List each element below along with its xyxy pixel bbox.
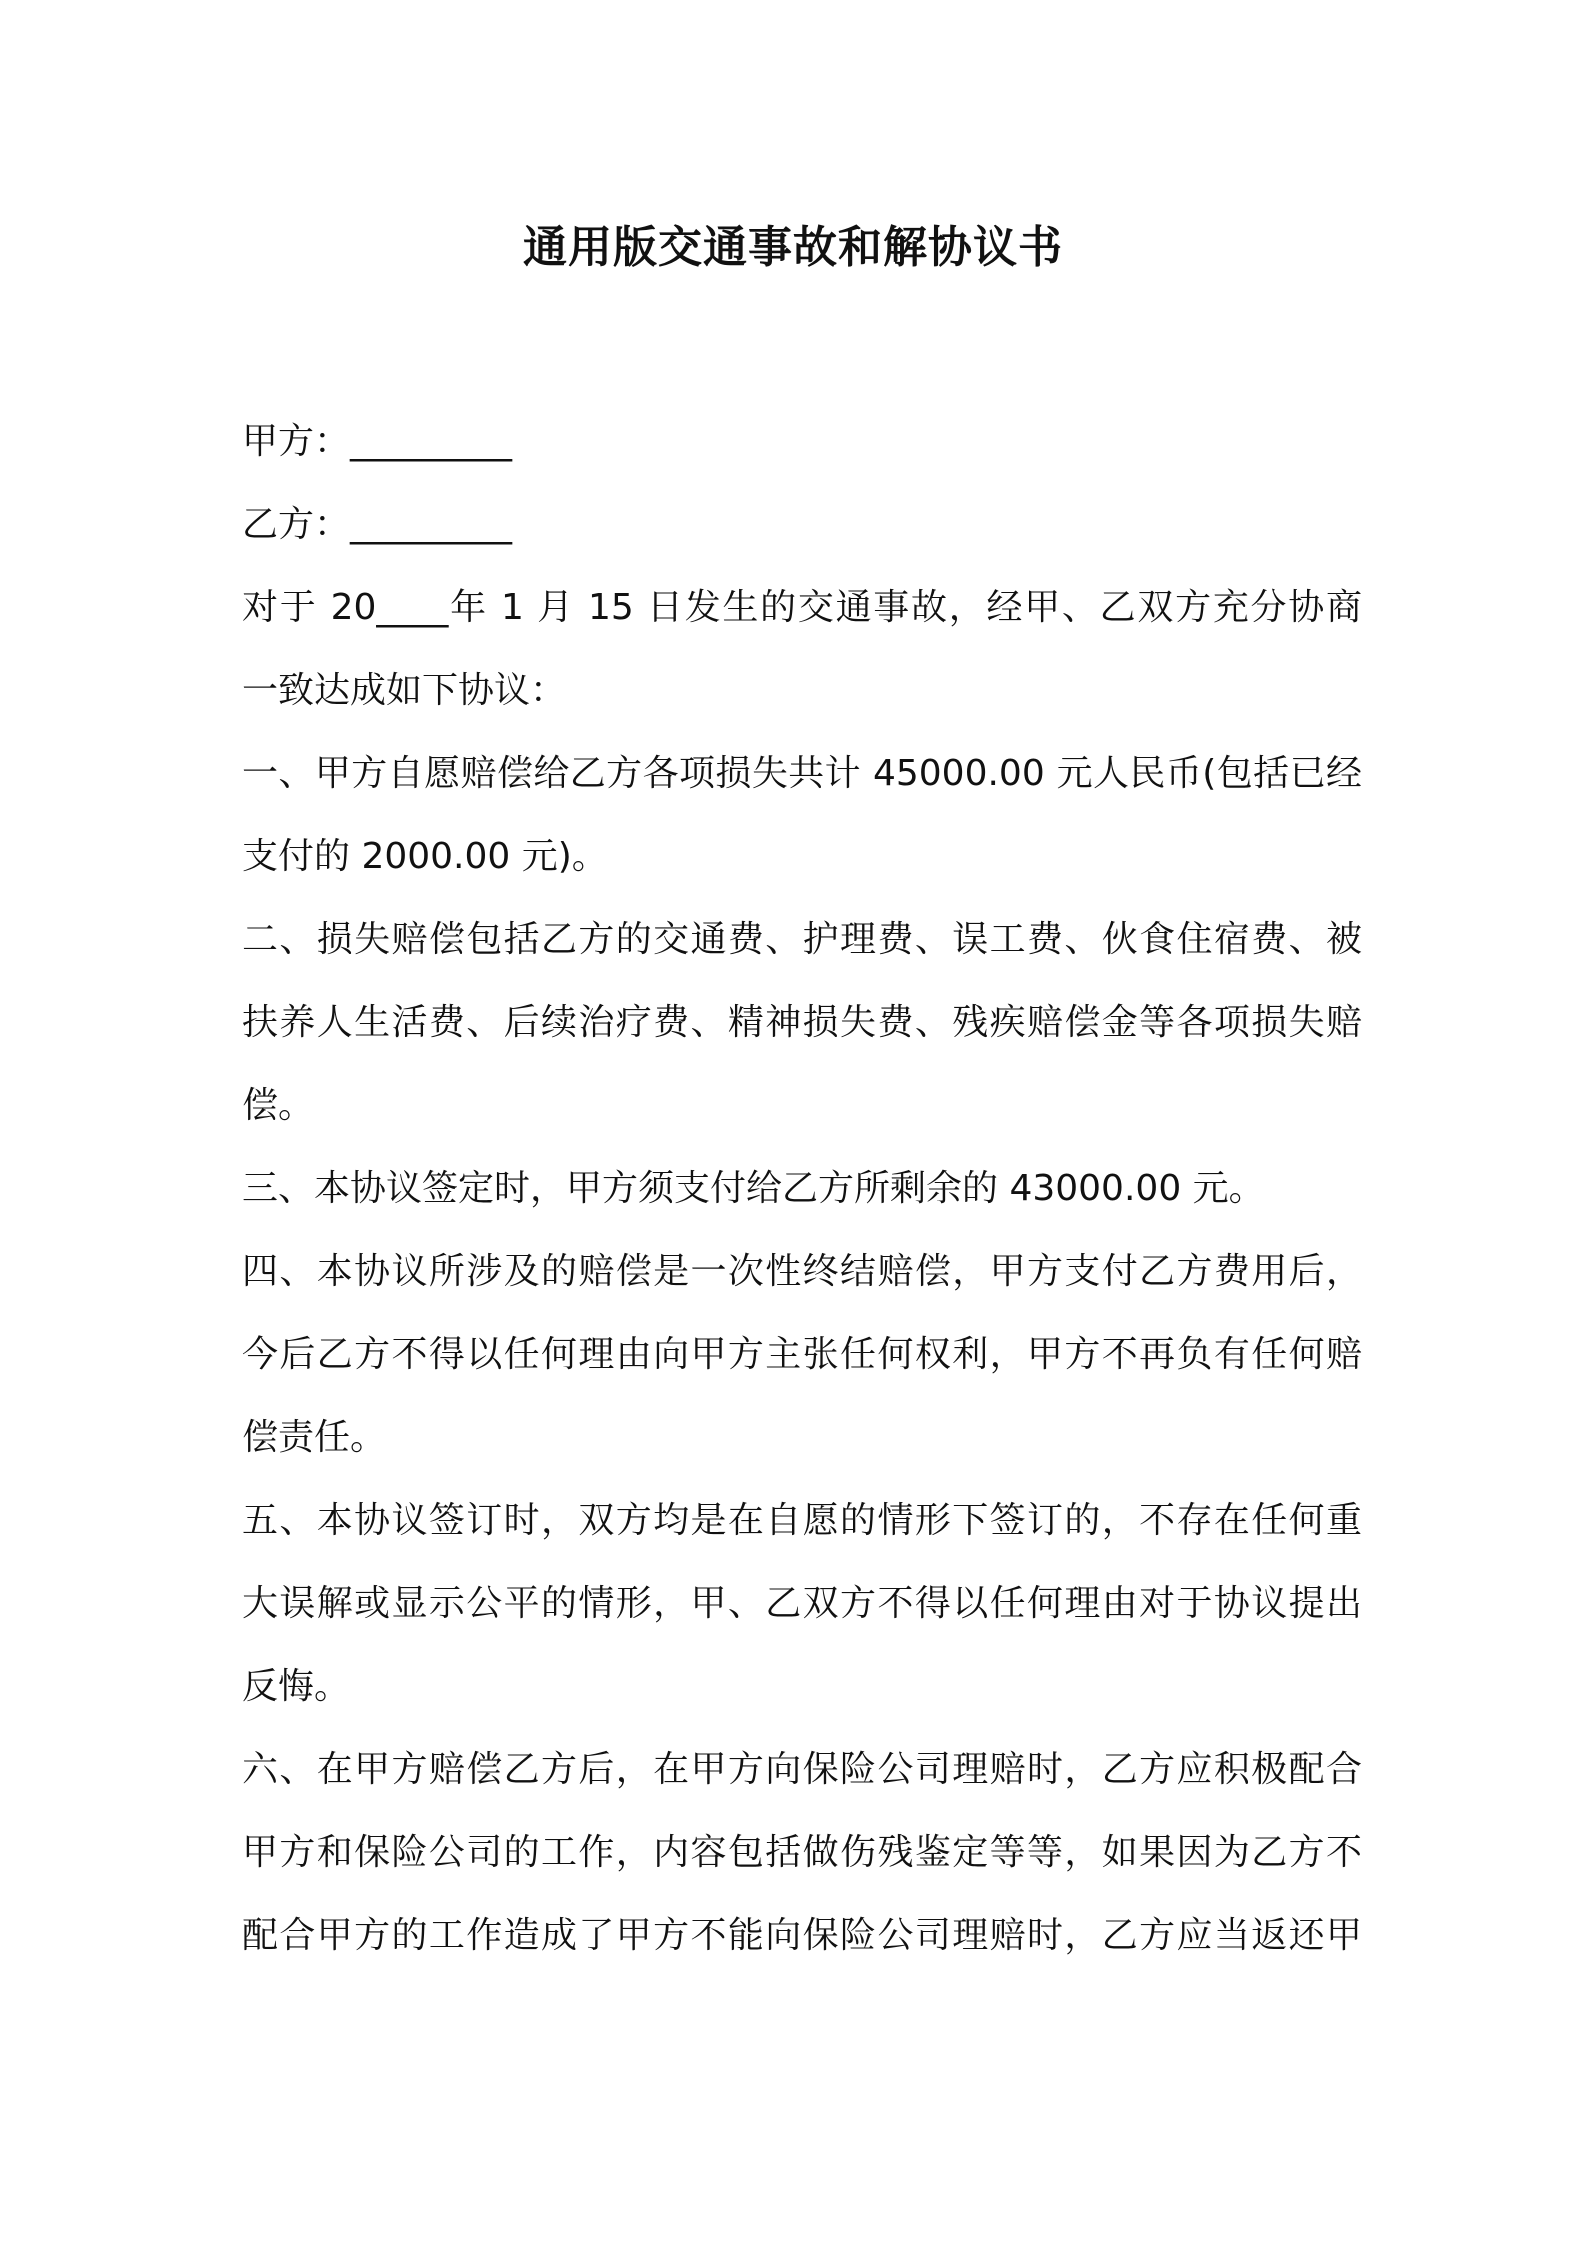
clause-4-line-1: 四、本协议所涉及的赔偿是一次性终结赔偿，甲方支付乙方费用后，	[242, 1251, 1362, 1292]
clause-4-line-3: 偿责任。	[242, 1417, 387, 1458]
clause-6-line-2: 甲方和保险公司的工作，内容包括做伤残鉴定等等，如果因为乙方不	[242, 1832, 1362, 1873]
intro-line-2: 一致达成如下协议：	[242, 670, 567, 711]
document-title: 通用版交通事故和解协议书	[523, 222, 1063, 273]
party-a-line: 甲方：_________	[242, 421, 513, 462]
intro-line-1: 对于 20____年 1 月 15 日发生的交通事故，经甲、乙双方充分协商	[242, 587, 1362, 628]
clause-4-line-2: 今后乙方不得以任何理由向甲方主张任何权利，甲方不再负有任何赔	[242, 1334, 1362, 1375]
clause-2-line-3: 偿。	[242, 1085, 315, 1126]
clause-1-line-2: 支付的 2000.00 元)。	[242, 836, 608, 877]
clause-5-line-1: 五、本协议签订时，双方均是在自愿的情形下签订的，不存在任何重	[242, 1500, 1362, 1541]
clause-3-line-1: 三、本协议签定时，甲方须支付给乙方所剩余的 43000.00 元。	[242, 1168, 1265, 1209]
clause-2-line-1: 二、损失赔偿包括乙方的交通费、护理费、误工费、伙食住宿费、被	[242, 919, 1362, 960]
clause-5-line-3: 反悔。	[242, 1666, 351, 1707]
clause-6-line-1: 六、在甲方赔偿乙方后，在甲方向保险公司理赔时，乙方应积极配合	[242, 1749, 1362, 1790]
clause-2-line-2: 扶养人生活费、后续治疗费、精神损失费、残疾赔偿金等各项损失赔	[242, 1002, 1362, 1043]
party-b-line: 乙方：_________	[242, 504, 513, 545]
clause-1-line-1: 一、甲方自愿赔偿给乙方各项损失共计 45000.00 元人民币(包括已经	[242, 753, 1362, 794]
clause-6-line-3: 配合甲方的工作造成了甲方不能向保险公司理赔时，乙方应当返还甲	[242, 1915, 1362, 1956]
document-body	[242, 400, 1362, 1977]
clause-5-line-2: 大误解或显示公平的情形，甲、乙双方不得以任何理由对于协议提出	[242, 1583, 1362, 1624]
